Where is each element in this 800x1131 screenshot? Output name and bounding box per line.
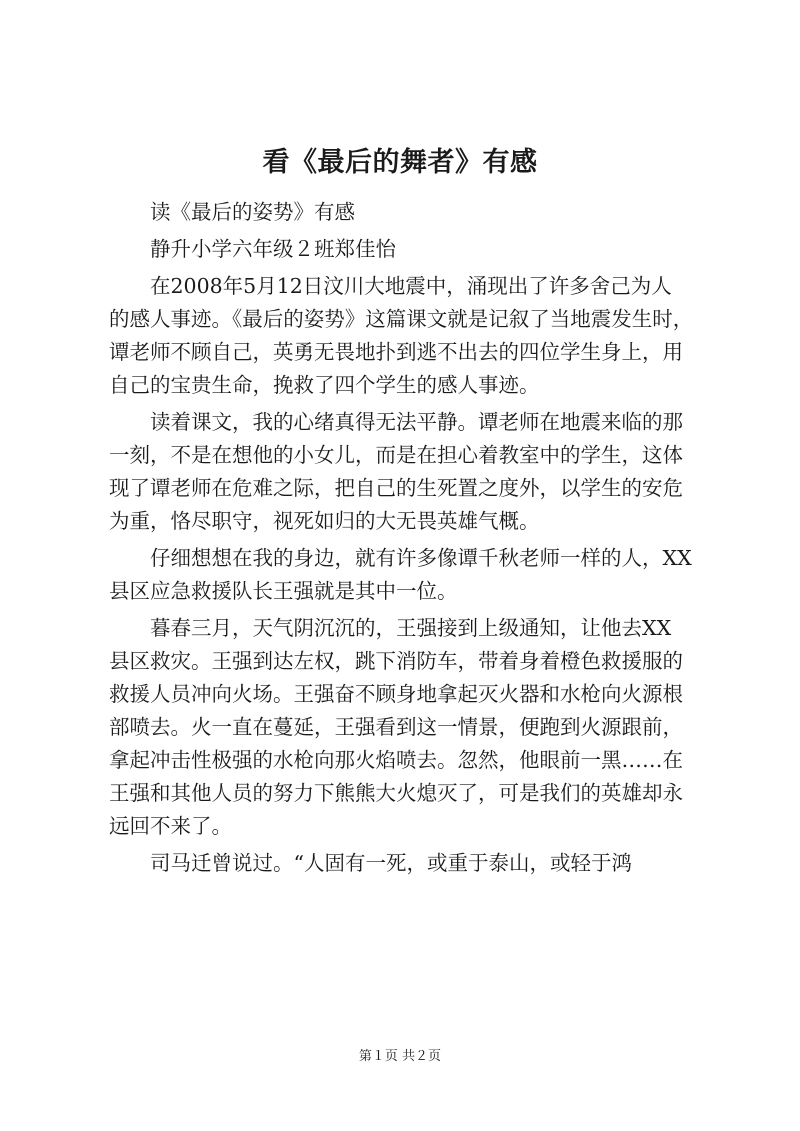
- document-title: 看《最后的舞者》有感: [262, 147, 538, 178]
- text-line: 王强和其他人员的努力下熊熊大火熄灭了，可是我们的英雄却永: [109, 781, 683, 805]
- text-line: 自己的宝贵生命，挽救了四个学生的感人事迹。: [109, 373, 540, 397]
- text-line: 救援人员冲向火场。王强奋不顾身地拿起灭火器和水枪向火源根: [109, 682, 683, 706]
- text-line: 的感人事迹。《最后的姿势》这篇课文就是记叙了当地震发生时，: [109, 307, 694, 331]
- text-line: 读《最后的姿势》有感: [109, 200, 355, 224]
- text-line: 在2008年5月12日汶川大地震中，涌现出了许多舍己为人: [109, 274, 672, 298]
- text-line: 仔细想想在我的身边，就有许多像谭千秋老师一样的人，XX: [109, 546, 692, 570]
- text-line: 司马迁曾说过。“人固有一死，或重于泰山，或轻于鸿: [109, 851, 632, 875]
- text-line: 部喷去。火一直在蔓延，王强看到这一情景，便跑到火源跟前，: [109, 715, 683, 739]
- text-line: 拿起冲击性极强的水枪向那火焰喷去。忽然，他眼前一黑……在: [109, 748, 683, 772]
- text-line: 暮春三月，天气阴沉沉的，王强接到上级通知，让他去XX: [109, 616, 672, 640]
- document-body: [109, 196, 709, 880]
- text-line: 现了谭老师在危难之际，把自己的生死置之度外，以学生的安危: [109, 476, 683, 500]
- text-line: 远回不来了。: [109, 814, 232, 838]
- text-line: 为重，恪尽职守，视死如归的大无畏英雄气概。: [109, 509, 540, 533]
- text-line: 谭老师不顾自己，英勇无畏地扑到逃不出去的四位学生身上，用: [109, 340, 683, 364]
- text-line: 县区救灾。王强到达左权，跳下消防车，带着身着橙色救援服的: [109, 649, 683, 673]
- page-footer: 第１页 共２页: [358, 1049, 442, 1064]
- text-line: 县区应急救援队长王强就是其中一位。: [109, 579, 458, 603]
- text-line: 静升小学六年级２班郑佳怡: [109, 237, 396, 261]
- text-line: 一刻，不是在想他的小女儿，而是在担心着教室中的学生，这体: [109, 443, 683, 467]
- text-line: 读着课文，我的心绪真得无法平静。谭老师在地震来临的那: [109, 410, 683, 434]
